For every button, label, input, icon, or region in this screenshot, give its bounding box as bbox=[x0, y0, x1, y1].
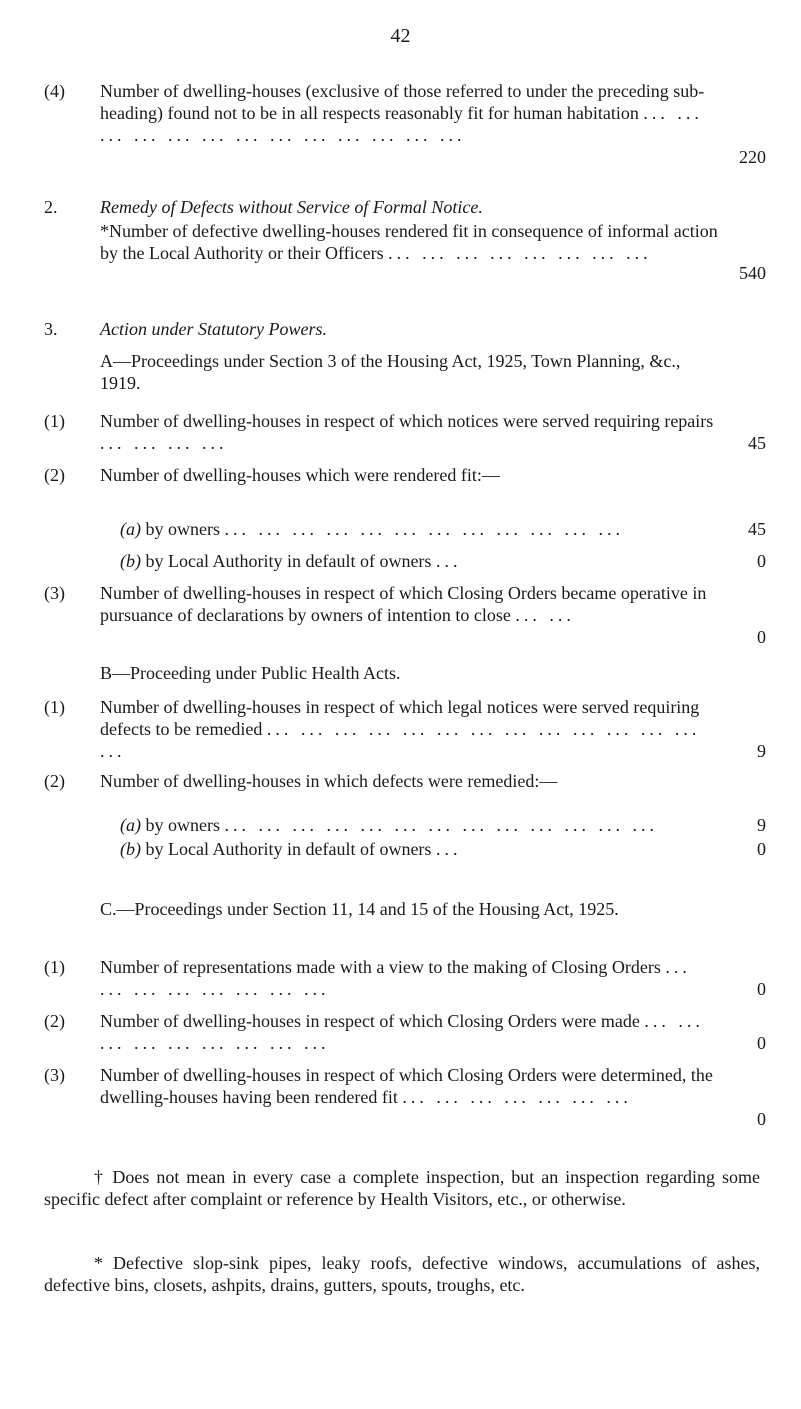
item-label: (3) bbox=[44, 1065, 65, 1085]
leader-dots: ... ... ... ... ... ... ... bbox=[402, 1087, 632, 1107]
document-page: 42 (4) Number of dwelling-houses (exclusive of those referred to under the preceding sub-heading) found not to be in all respects reasonably fit for human habitation ... ... ... ... ... ... ... ... ... ... ... ... ... 220 2. Remedy of Defects without Service of Formal Notice. *Number of defective dwelling-houses rendered fit in consequence of informal action by the Local Authority or their Officers ... ... ... ... ... ... ... ... 540 3. Action under Statutory Powers. A—Proceedings under Section 3 of the Housing Act, 1925, Town Planning, &c., 1919. (1) Number of dwelling-houses in respect of which notices were served requiring repairs ... ... ... ... 45 (2) Number of dwelling-houses which were rendered fit:— (a) by owners ... ... ... ... ... ... ... ... ... ... ... ... 45 (b) by Local Authority in default of owners ... 0 (3) Number of dwelling-houses in respect of which Closing Orders became operative in pursuance of declarations by owners of intention to close ... ... 0 B—Proceeding under Public Health Acts. (1) Number of dwelling-houses in respect of which legal notices were served requiring defects to be remedied ... ... ... ... ... ... ... ... ... ... ... ... ... ... 9 (2) Number of dwelling-houses in which defects were remedied:— (a) by owners ... ... ... ... ... ... ... ... ... ... ... ... ... 9 (b) by Local Authority in default of owners ... 0 C.—Proceedings under Section 11, 14 and 15 of the Housing Act, 1925. (1) Number of representations made with a view to the making of Closing Orders ... ... ... ... ... ... ... ... 0 (2) Number of dwelling-houses in respect of which Closing Orders were made ... ... ... ... ... ... ... ... ... 0 (3) Number of dwelling-houses in respect of which Closing Orders were determined, the dwelling-houses having been rendered fit ... ... ... ... ... ... ... 0 † Does not mean in every case a complete inspection, but an inspection regarding some specific defect after complaint or reference by Health Visitors, etc., or otherwise. * Defective slop-sink pipes, leaky roofs, defective windows, accumulations of ashes, defective bins, closets, ashpits, drains, gutters, spouts, troughs, etc. bbox=[0, 0, 801, 1409]
item-text-block bbox=[100, 410, 720, 454]
item-text-block bbox=[120, 838, 700, 860]
item-value: 0 bbox=[757, 839, 766, 859]
item-value: 0 bbox=[757, 1033, 766, 1053]
item-label: (1) bbox=[44, 697, 65, 717]
item-value: 9 bbox=[757, 815, 766, 835]
item-label: (2) bbox=[44, 1011, 65, 1031]
item-label: (1) bbox=[44, 411, 65, 431]
item-text-block bbox=[100, 1064, 720, 1108]
leader-dots: ... ... ... ... bbox=[100, 433, 228, 453]
item-sublabel: (a) bbox=[120, 815, 141, 835]
leader-dots: ... ... ... ... ... ... ... ... bbox=[388, 243, 652, 263]
leader-dots: ... ... bbox=[515, 605, 575, 625]
item-text: Number of representations made with a view to the making of Closing Orders bbox=[100, 957, 661, 977]
item-heading: Remedy of Defects without Service of Formal Notice. bbox=[100, 197, 483, 217]
item-text: Number of dwelling-houses in respect of which notices were served requiring repairs bbox=[100, 411, 714, 431]
item-label: 2. bbox=[44, 197, 58, 217]
leader-dots: ... ... ... ... ... ... ... ... ... ... ... ... bbox=[224, 519, 624, 539]
item-text: Number of dwelling-houses in respect of which Closing Orders were determined, the dwelling-houses having been rendered fit bbox=[100, 1065, 713, 1107]
item-text-block bbox=[100, 582, 720, 626]
item-text-block bbox=[120, 550, 700, 572]
item-text: Number of dwelling-houses in respect of which Closing Orders were made bbox=[100, 1011, 640, 1031]
leader-dots: ... ... ... ... ... ... ... ... bbox=[100, 957, 691, 999]
item-sublabel: (b) bbox=[120, 839, 141, 859]
item-label: (3) bbox=[44, 583, 65, 603]
item-text: Number of dwelling-houses in respect of which Closing Orders became operative in pursuance of declarations by owners of intention to close bbox=[100, 583, 707, 625]
item-label: 3. bbox=[44, 319, 58, 339]
item-text: Number of dwelling-houses in which defects were remedied:— bbox=[100, 771, 558, 791]
item-text-block bbox=[100, 1010, 720, 1054]
footnote-asterisk: * Defective slop-sink pipes, leaky roofs, defective windows, accumulations of ashes, defective bins, closets, ashpits, drains, gutters, spouts, troughs, etc. bbox=[44, 1253, 760, 1295]
item-value: 45 bbox=[748, 519, 766, 539]
item-text-block bbox=[100, 956, 720, 1000]
item-text: by owners bbox=[145, 519, 220, 539]
footnote-dagger: † Does not mean in every case a complete inspection, but an inspection regarding some specific defect after complaint or reference by Health Visitors, etc., or otherwise. bbox=[44, 1167, 760, 1209]
item-value: 220 bbox=[739, 147, 766, 167]
item-text: by owners bbox=[145, 815, 220, 835]
leader-dots: ... ... ... ... ... ... ... ... ... ... ... ... ... ... bbox=[100, 719, 701, 761]
item-sublabel: (b) bbox=[120, 551, 141, 571]
item-value: 0 bbox=[757, 979, 766, 999]
item-sublabel: (a) bbox=[120, 519, 141, 539]
item-value: 0 bbox=[757, 1109, 766, 1129]
item-text-block bbox=[100, 220, 720, 264]
item-text: Number of dwelling-houses in respect of which legal notices were served requiring defects to be remedied bbox=[100, 697, 700, 739]
item-value: 540 bbox=[739, 263, 766, 283]
item-text: Number of dwelling-houses (exclusive of those referred to under the preceding sub-heading) found not to be in all respects reasonably fit for human habitation bbox=[100, 81, 705, 123]
item-text-block bbox=[100, 696, 720, 762]
item-value: 9 bbox=[757, 741, 766, 761]
item-heading: Action under Statutory Powers. bbox=[100, 319, 327, 339]
item-text: Number of dwelling-houses which were rendered fit:— bbox=[100, 465, 500, 485]
item-value: 0 bbox=[757, 627, 766, 647]
item-text: *Number of defective dwelling-houses rendered fit in consequence of informal action by the Local Authority or their Officers bbox=[100, 221, 718, 263]
leader-dots: ... ... ... ... ... ... ... ... ... bbox=[100, 1011, 704, 1053]
leader-dots: ... ... ... ... ... ... ... ... ... ... ... ... ... bbox=[224, 815, 658, 835]
leader-dots: ... bbox=[435, 551, 462, 571]
item-label: (2) bbox=[44, 465, 65, 485]
item-value: 45 bbox=[748, 433, 766, 453]
item-label: (2) bbox=[44, 771, 65, 791]
item-label: (1) bbox=[44, 957, 65, 977]
leader-dots: ... ... ... ... ... ... ... ... ... ... ... ... ... bbox=[100, 103, 703, 145]
page-number: 42 bbox=[390, 25, 411, 47]
item-value: 0 bbox=[757, 551, 766, 571]
item-text-block bbox=[100, 80, 720, 146]
item-text-block bbox=[120, 814, 700, 836]
leader-dots: ... bbox=[435, 839, 462, 859]
item-text-block bbox=[120, 518, 700, 540]
item-label: (4) bbox=[44, 81, 65, 101]
item-text: by Local Authority in default of owners bbox=[145, 551, 432, 571]
item-text: by Local Authority in default of owners bbox=[145, 839, 432, 859]
